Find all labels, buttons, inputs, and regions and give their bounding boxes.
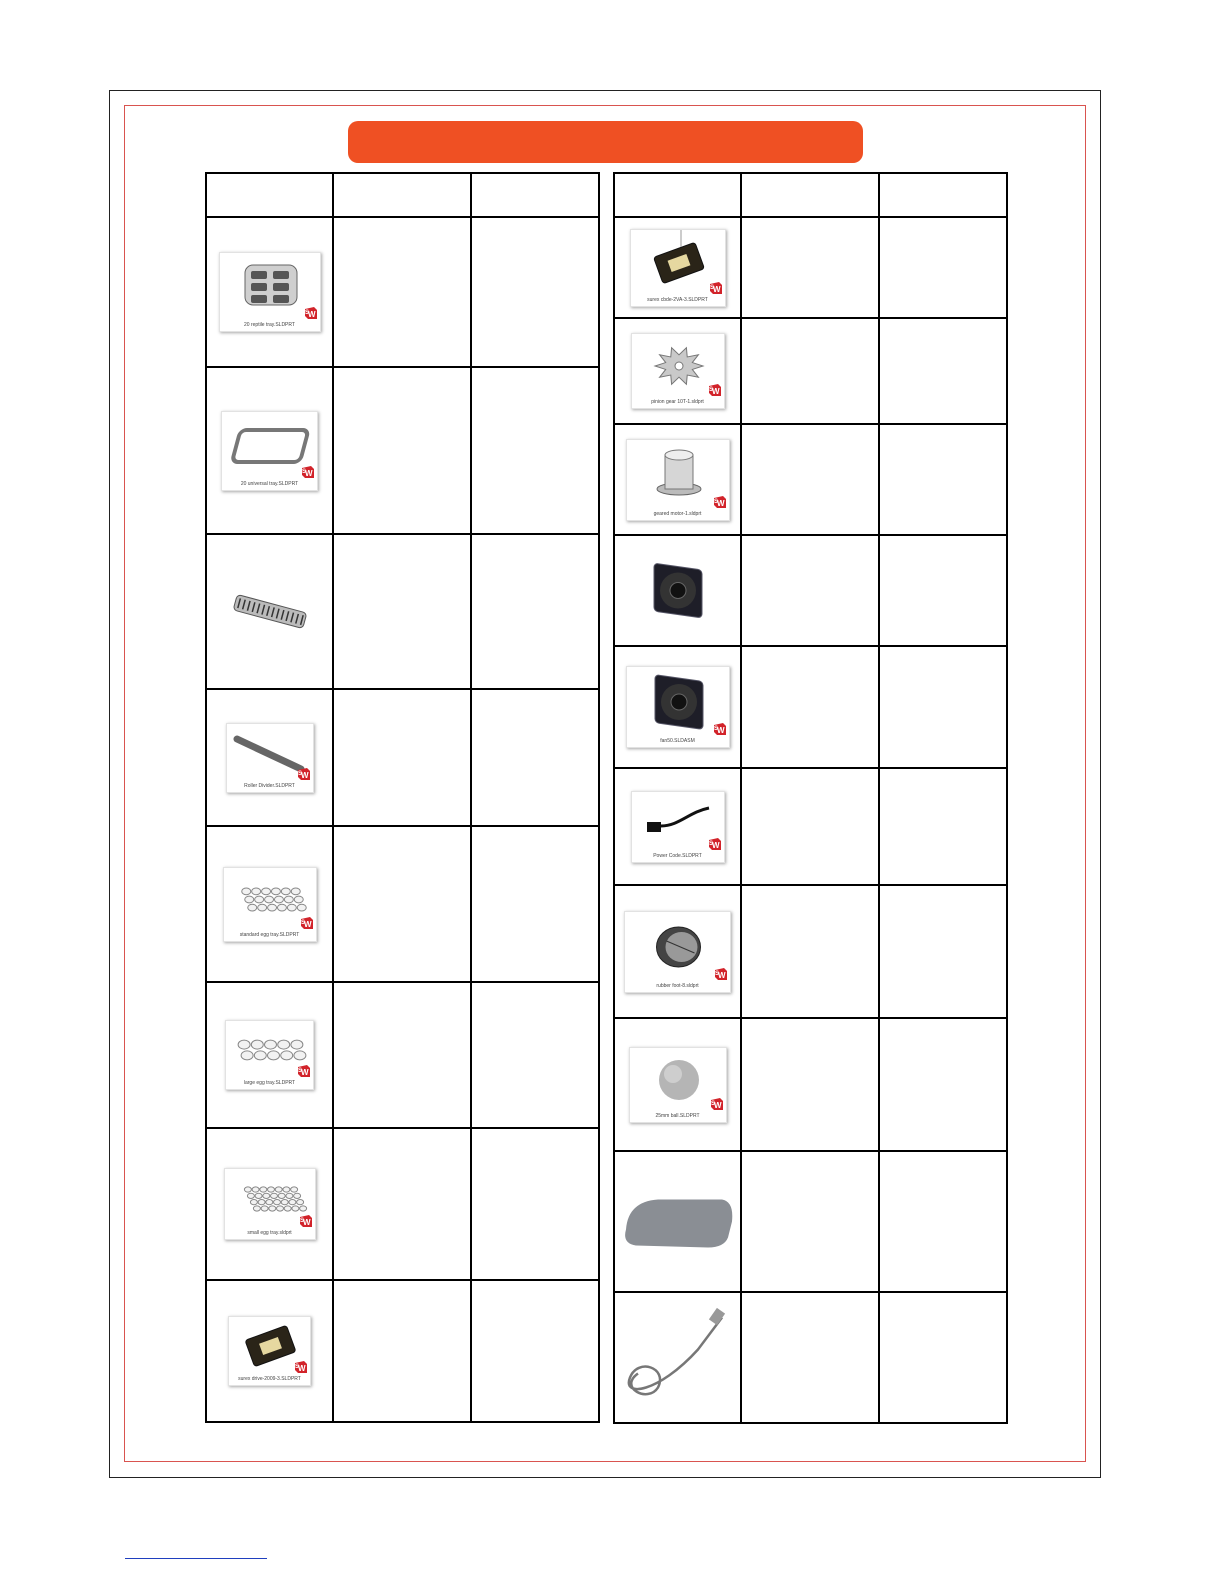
svg-text:S: S	[298, 1068, 303, 1074]
svg-text:S: S	[299, 1218, 304, 1224]
solidworks-icon	[301, 465, 315, 479]
svg-text:W: W	[298, 1364, 306, 1373]
part-quantity-cell	[471, 367, 599, 534]
part-thumbnail	[630, 229, 726, 307]
table-row	[614, 885, 1007, 1018]
part-name-cell	[741, 885, 879, 1018]
part-image-cell	[614, 318, 741, 424]
solidworks-icon	[714, 967, 728, 981]
part-name-cell	[741, 1292, 879, 1423]
column-header	[471, 173, 599, 217]
svg-text:W: W	[716, 498, 725, 508]
part-thumbnail	[631, 791, 725, 863]
part-filename: rubber foot-8.sldprt	[656, 982, 699, 989]
table-row	[206, 534, 599, 689]
solidworks-icon	[708, 837, 722, 851]
table-row	[614, 424, 1007, 535]
part-filename: large egg tray.SLDPRT	[243, 1080, 296, 1086]
svg-text:S: S	[715, 970, 720, 977]
part-thumbnail	[228, 1316, 311, 1386]
part-name-cell	[333, 1280, 471, 1422]
part-quantity-cell	[471, 826, 599, 982]
part-quantity-cell	[879, 424, 1007, 535]
part-name-cell	[333, 217, 471, 367]
svg-text:S: S	[713, 498, 718, 505]
parts-table-left	[205, 172, 600, 1423]
svg-text:W: W	[307, 310, 316, 319]
svg-text:S: S	[302, 468, 307, 475]
part-image-cell	[614, 646, 741, 768]
svg-text:W: W	[713, 1100, 722, 1110]
part-quantity-cell	[879, 318, 1007, 424]
table-row	[206, 1128, 599, 1280]
page-title-bar	[348, 121, 863, 163]
part-filename: pinion gear 10T-1.sldprt	[651, 399, 704, 405]
svg-text:S: S	[710, 1100, 715, 1107]
solidworks-icon	[709, 281, 723, 295]
part-image-cell	[614, 535, 741, 646]
part-image-cell	[614, 424, 741, 535]
geared-motor-icon	[627, 440, 731, 522]
svg-text:W: W	[711, 840, 720, 850]
reptile-tray-icon	[220, 253, 322, 333]
part-quantity-cell	[879, 885, 1007, 1018]
svg-text:W: W	[301, 1068, 309, 1077]
svg-text:S: S	[708, 840, 713, 847]
part-thumbnail	[626, 666, 730, 748]
table-row	[614, 1018, 1007, 1151]
svg-text:S: S	[708, 387, 713, 393]
part-image-cell	[614, 1151, 741, 1292]
table-row	[206, 826, 599, 982]
universal-tray-icon	[222, 412, 319, 492]
svg-text:S: S	[713, 726, 718, 732]
part-name-cell	[333, 534, 471, 689]
part-thumbnail	[225, 1020, 314, 1090]
part-quantity-cell	[879, 535, 1007, 646]
part-image-cell	[614, 217, 741, 318]
table-row	[206, 367, 599, 534]
part-name-cell	[741, 424, 879, 535]
svg-text:S: S	[709, 284, 714, 291]
part-quantity-cell	[471, 1128, 599, 1280]
svg-text:W: W	[716, 726, 725, 735]
part-thumbnail	[224, 1168, 316, 1240]
part-name-cell	[741, 217, 879, 318]
part-name-cell	[741, 1018, 879, 1151]
part-name-cell	[741, 646, 879, 768]
part-thumbnail	[631, 333, 725, 409]
part-filename: Power Code.SLDPRT	[653, 852, 702, 859]
svg-text:W: W	[303, 919, 312, 929]
table-row	[206, 689, 599, 826]
table-header-row	[206, 173, 599, 217]
parts-table-right	[613, 172, 1008, 1424]
part-filename: surex cbde-2VA-3.SLDPRT	[647, 296, 708, 303]
vent-grille-icon	[210, 539, 330, 684]
part-filename: Roller Divider.SLDPRT	[244, 782, 295, 789]
svg-text:W: W	[711, 387, 720, 396]
rubber-mat-icon	[618, 1156, 738, 1287]
svg-text:S: S	[300, 919, 305, 926]
part-filename: surex drive-2009-3.SLDPRT	[238, 1376, 301, 1382]
part-quantity-cell	[471, 1280, 599, 1422]
part-quantity-cell	[879, 1292, 1007, 1423]
solidworks-icon	[708, 383, 722, 397]
solidworks-icon	[710, 1097, 724, 1111]
fan-icon	[627, 667, 731, 749]
svg-text:W: W	[712, 284, 721, 294]
column-header	[741, 173, 879, 217]
part-name-cell	[333, 367, 471, 534]
part-image-cell	[206, 982, 333, 1128]
part-thumbnail	[223, 867, 317, 942]
svg-text:S: S	[297, 770, 302, 777]
part-quantity-cell	[471, 534, 599, 689]
part-name-cell	[333, 826, 471, 982]
part-name-cell	[741, 535, 879, 646]
part-image-cell	[614, 768, 741, 885]
svg-text:W: W	[718, 970, 726, 980]
part-quantity-cell	[471, 689, 599, 826]
part-image-cell	[206, 534, 333, 689]
svg-text:W: W	[305, 468, 313, 478]
part-image-cell	[614, 1018, 741, 1151]
part-image-cell	[206, 689, 333, 826]
part-name-cell	[333, 982, 471, 1128]
part-thumbnail	[221, 411, 318, 491]
part-name-cell	[333, 689, 471, 826]
solidworks-icon	[294, 1360, 308, 1374]
part-name-cell	[741, 768, 879, 885]
table-header-row	[614, 173, 1007, 217]
small-fan-icon	[618, 540, 738, 641]
column-header	[879, 173, 1007, 217]
part-thumbnail	[624, 911, 731, 993]
part-quantity-cell	[471, 982, 599, 1128]
part-filename: fan50.SLDASM	[660, 738, 695, 744]
table-row	[614, 535, 1007, 646]
part-thumbnail	[629, 1047, 727, 1123]
part-filename: small egg tray.sldprt	[247, 1230, 292, 1236]
part-thumbnail	[219, 252, 321, 332]
part-name-cell	[741, 318, 879, 424]
column-header	[614, 173, 741, 217]
table-row	[614, 217, 1007, 318]
svg-text:S: S	[295, 1364, 300, 1370]
table-row	[614, 1292, 1007, 1423]
part-image-cell	[206, 367, 333, 534]
part-thumbnail	[226, 723, 314, 793]
part-image-cell	[206, 826, 333, 982]
part-quantity-cell	[471, 217, 599, 367]
solidworks-icon	[297, 767, 311, 781]
part-name-cell	[741, 1151, 879, 1292]
table-row	[614, 1151, 1007, 1292]
column-header	[333, 173, 471, 217]
part-quantity-cell	[879, 217, 1007, 318]
svg-text:S: S	[304, 310, 309, 316]
part-filename: 20 reptile tray.SLDPRT	[244, 322, 295, 328]
part-quantity-cell	[879, 768, 1007, 885]
table-row	[614, 646, 1007, 768]
part-filename: 20 universal tray.SLDPRT	[240, 480, 299, 487]
table-row	[614, 768, 1007, 885]
part-quantity-cell	[879, 1018, 1007, 1151]
usb-cable-icon	[618, 1297, 738, 1418]
part-image-cell	[614, 885, 741, 1018]
column-header	[206, 173, 333, 217]
table-row	[614, 318, 1007, 424]
solidworks-icon	[300, 916, 314, 930]
footer-rule	[125, 1558, 267, 1559]
part-image-cell	[614, 1292, 741, 1423]
table-row	[206, 982, 599, 1128]
solidworks-icon	[713, 495, 727, 509]
solidworks-icon	[304, 306, 318, 320]
part-quantity-cell	[879, 1151, 1007, 1292]
part-quantity-cell	[879, 646, 1007, 768]
part-thumbnail	[626, 439, 730, 521]
table-row	[206, 217, 599, 367]
svg-text:W: W	[302, 1218, 311, 1227]
solidworks-icon	[713, 722, 727, 736]
part-filename: standard egg tray.SLDPRT	[239, 931, 300, 938]
svg-text:W: W	[300, 770, 309, 780]
part-image-cell	[206, 1128, 333, 1280]
part-filename: 25mm ball.SLDPRT	[655, 1112, 700, 1119]
solidworks-icon	[299, 1214, 313, 1228]
part-filename: geared motor-1.sldprt	[653, 510, 702, 517]
part-name-cell	[333, 1128, 471, 1280]
part-image-cell	[206, 217, 333, 367]
part-image-cell	[206, 1280, 333, 1422]
rubber-foot-icon	[625, 912, 732, 994]
solidworks-icon	[297, 1064, 311, 1078]
table-row	[206, 1280, 599, 1422]
